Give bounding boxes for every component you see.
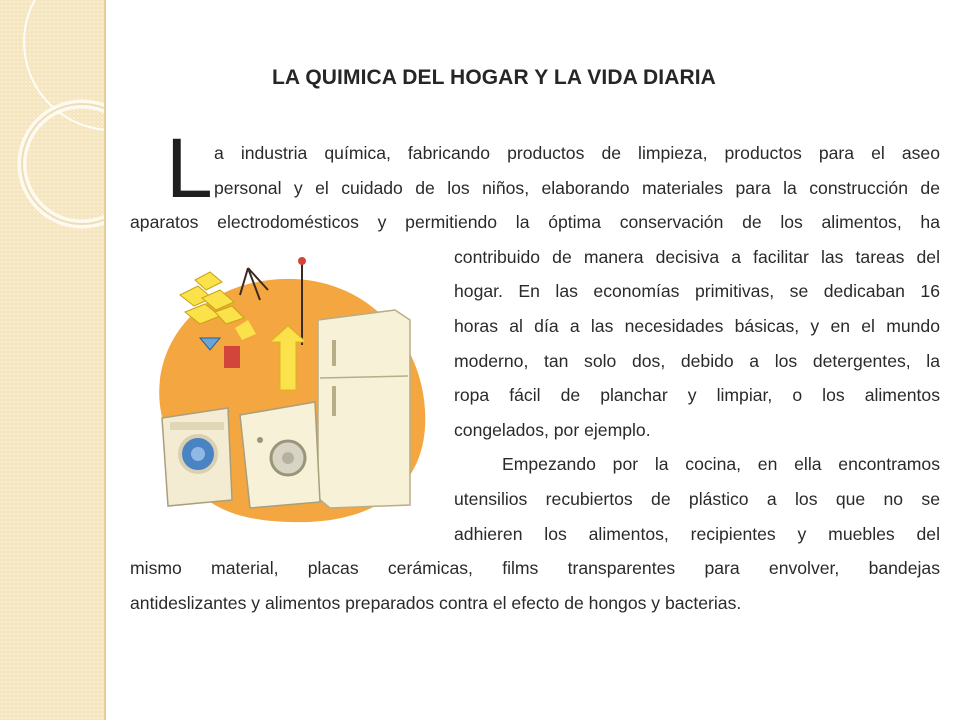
text-line: contribuido de manera decisiva a facilitar las tareas del xyxy=(454,246,940,267)
text-line: ropa fácil de planchar y limpiar, o los alimentos xyxy=(454,385,940,406)
decorative-sidebar xyxy=(0,0,106,720)
text-line: hogar. En las economías primitivas, se dedicaban 16 xyxy=(454,281,940,302)
body-text xyxy=(130,136,940,620)
text-line: personal y el cuidado de los niños, elaborando materiales para la construcción de xyxy=(214,177,940,198)
decorative-circles xyxy=(0,0,104,720)
text-line: mismo material, placas cerámicas, films transparentes para envolver, bandejas xyxy=(130,558,940,579)
text-line: aparatos electrodomésticos y permitiendo la óptima conservación de los alimentos, ha xyxy=(130,212,940,233)
text-line: utensilios recubiertos de plástico a los que no se xyxy=(454,488,940,509)
text-line: horas al día a las necesidades básicas, y en el mundo xyxy=(454,315,940,336)
text-line: moderno, tan solo dos, debido a los detergentes, la xyxy=(454,350,940,371)
text-line: congelados, por ejemplo. xyxy=(454,419,651,440)
text-line: adhieren los alimentos, recipientes y muebles del xyxy=(454,523,940,544)
text-line: antideslizantes y alimentos preparados contra el efecto de hongos y bacterias. xyxy=(130,592,742,613)
text-line: Empezando por la cocina, en ella encontramos xyxy=(502,454,940,475)
page-title: LA QUIMICA DEL HOGAR Y LA VIDA DIARIA xyxy=(272,66,716,89)
drop-cap: L xyxy=(166,121,213,215)
text-line: a industria química, fabricando productos de limpieza, productos para el aseo xyxy=(214,143,940,163)
